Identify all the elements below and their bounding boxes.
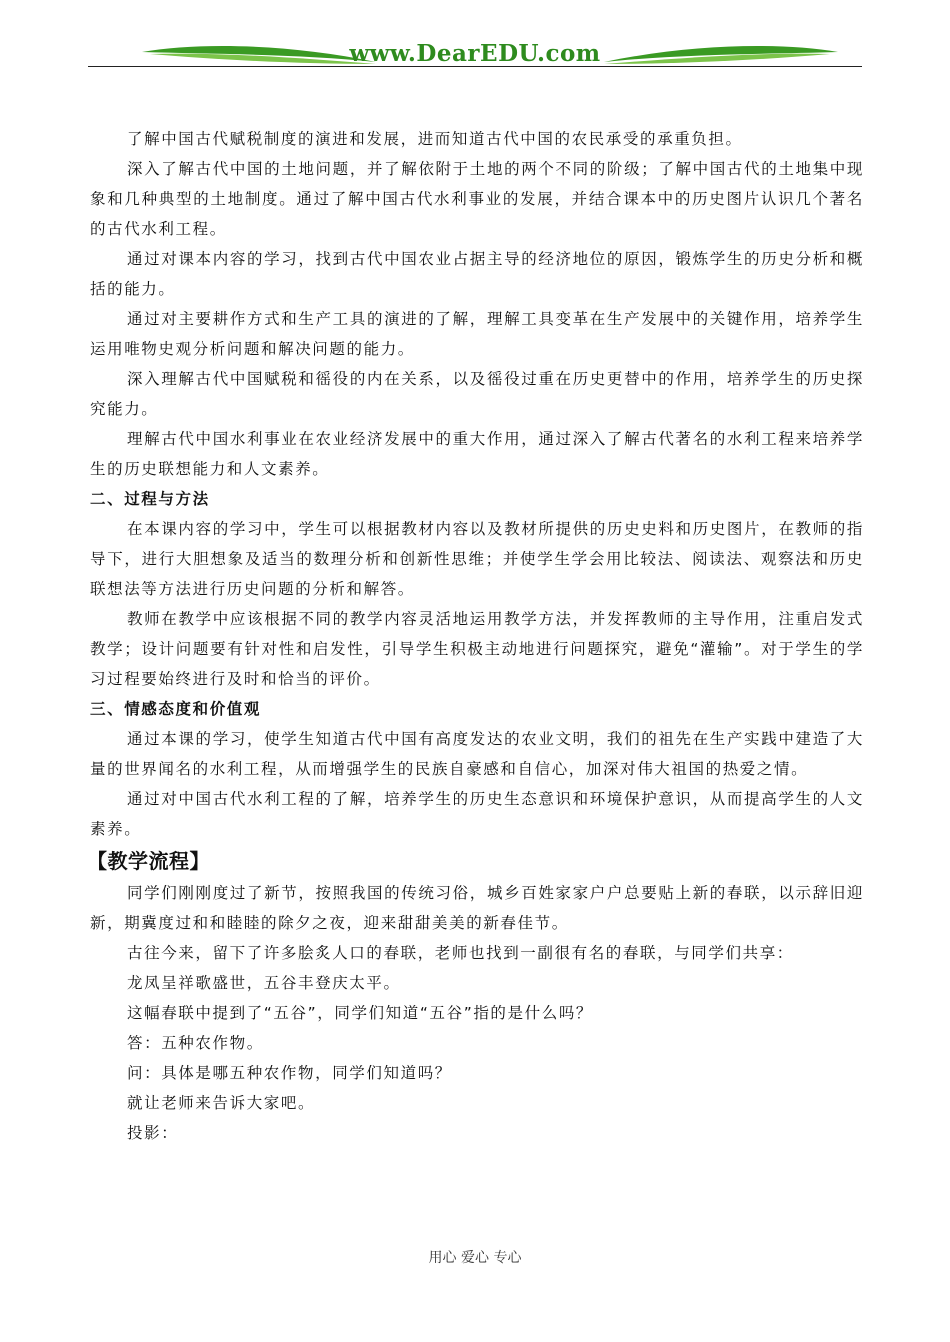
site-logo-text: www.DearEDU.com [349,40,601,67]
document-body [87,124,864,1148]
paragraph: 理解古代中国水利事业在农业经济发展中的重大作用，通过深入了解古代著名的水利工程来培养学生的历史联想能力和人文素养。 [90,430,864,478]
paragraph: 教师在教学中应该根据不同的教学内容灵活地运用教学方法，并发挥教师的主导作用，注重启发式教学；设计问题要有针对性和启发性，引导学生积极主动地进行问题探究，避免“灌输”。对于学生的学习过程要始终进行及时和恰当的评价。 [90,610,864,688]
paragraph: 古往今来，留下了许多脍炙人口的春联，老师也找到一副很有名的春联，与同学们共享： [127,944,794,962]
paragraph: 深入理解古代中国赋税和徭役的内在关系，以及徭役过重在历史更替中的作用，培养学生的历史探究能力。 [90,370,864,418]
paragraph: 投影： [127,1124,179,1142]
paragraph: 在本课内容的学习中，学生可以根据教材内容以及教材所提供的历史史料和历史图片，在教师的指导下，进行大胆想象及适当的数理分析和创新性思维；并使学生学会用比较法、阅读法、观察法和历史联想法等方法进行历史问题的分析和解答。 [90,520,864,598]
paragraph: 深入了解古代中国的土地问题，并了解依附于土地的两个不同的阶级；了解中国古代的土地集中现象和几种典型的土地制度。通过了解中国古代水利事业的发展，并结合课本中的历史图片认识几个著名的古代水利工程。 [90,160,864,238]
section-heading: 三、情感态度和价值观 [90,700,262,718]
paragraph: 了解中国古代赋税制度的演进和发展，进而知道古代中国的农民承受的承重负担。 [127,130,743,148]
paragraph: 通过本课的学习，使学生知道古代中国有高度发达的农业文明，我们的祖先在生产实践中建造了大量的世界闻名的水利工程，从而增强学生的民族自豪感和自信心，加深对伟大祖国的热爱之情。 [90,730,864,778]
header-divider [88,66,862,67]
section-heading: 二、过程与方法 [90,490,210,508]
paragraph: 通过对主要耕作方式和生产工具的演进的了解，理解工具变革在生产发展中的关键作用，培养学生运用唯物史观分析问题和解决问题的能力。 [90,310,864,358]
section-title: 【教学流程】 [87,849,210,873]
paragraph: 问：具体是哪五种农作物，同学们知道吗？ [127,1064,452,1082]
paragraph: 通过对课本内容的学习，找到古代中国农业占据主导的经济地位的原因，锻炼学生的历史分析和概括的能力。 [90,250,864,298]
page-header [0,30,950,80]
paragraph: 同学们刚刚度过了新节，按照我国的传统习俗，城乡百姓家家户户总要贴上新的春联，以示辞旧迎新，期冀度过和和睦睦的除夕之夜，迎来甜甜美美的新春佳节。 [90,884,864,932]
paragraph: 通过对中国古代水利工程的了解，培养学生的历史生态意识和环境保护意识，从而提高学生的人文素养。 [90,790,864,838]
paragraph: 这幅春联中提到了“五谷”，同学们知道“五谷”指的是什么吗？ [127,1004,594,1022]
page-footer: 用心 爱心 专心 [428,1250,522,1266]
paragraph: 龙凤呈祥歌盛世，五谷丰登庆太平。 [127,974,401,992]
paragraph: 答：五种农作物。 [127,1034,264,1052]
paragraph: 就让老师来告诉大家吧。 [127,1094,316,1112]
